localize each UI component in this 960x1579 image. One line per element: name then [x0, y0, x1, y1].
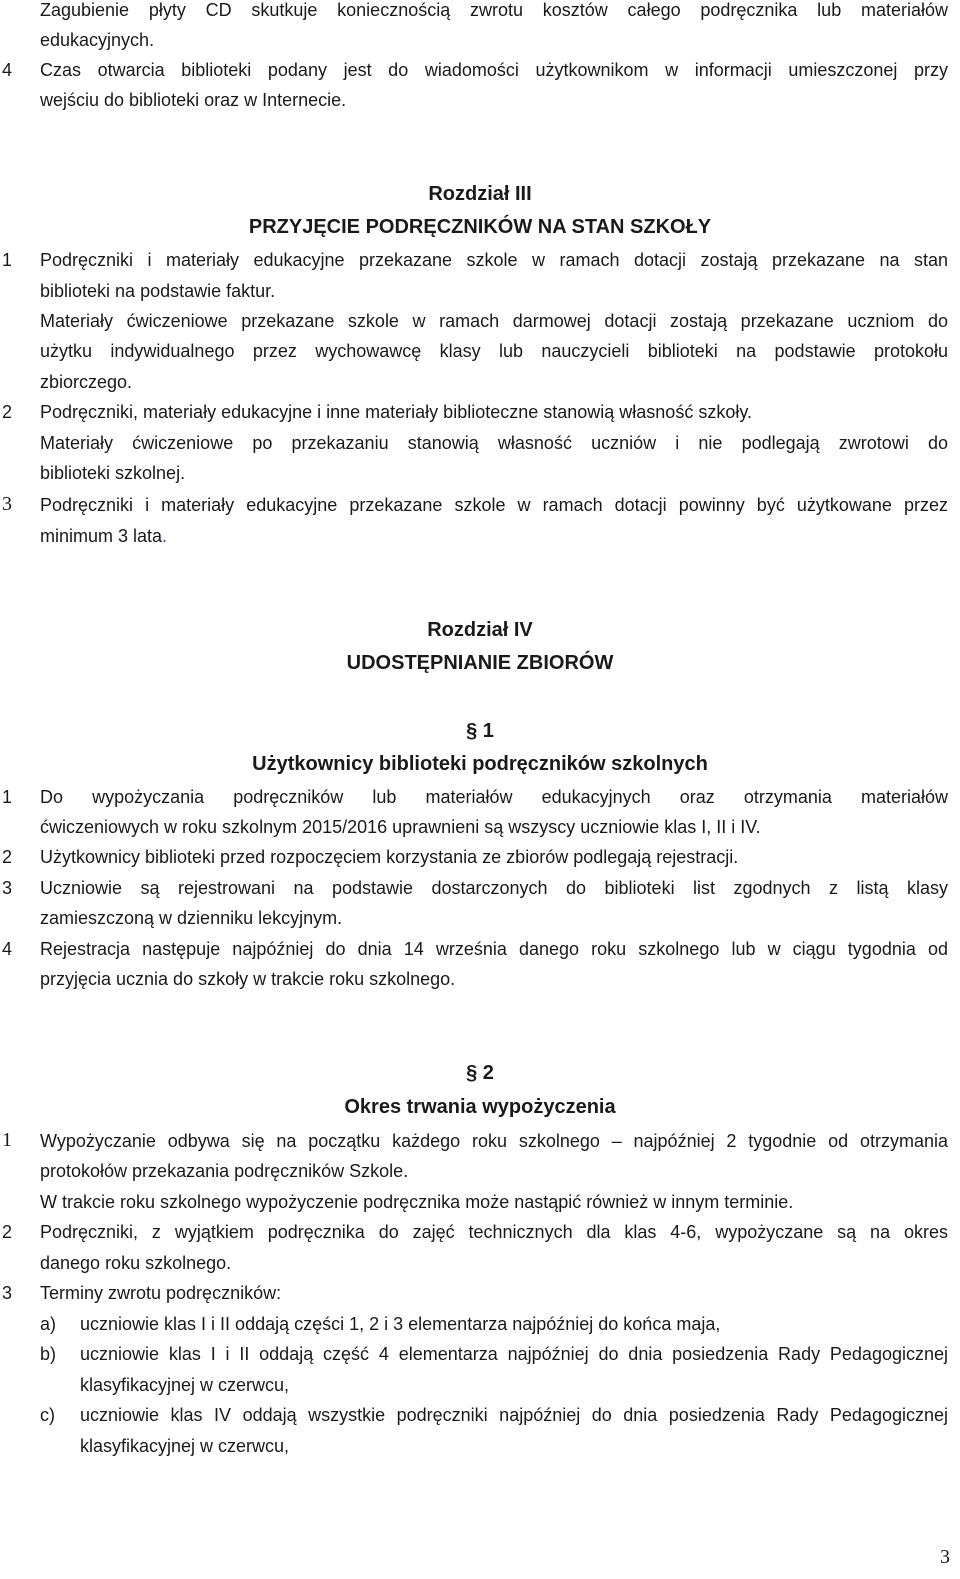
item-line: danego roku szkolnego.: [40, 1253, 232, 1273]
item-line: Terminy zwrotu podręczników:: [40, 1283, 282, 1303]
subitem-letter: b): [40, 1344, 57, 1364]
item-line: Materiały ćwiczeniowe przekazane szkole w ramach darmowej dotacji zostają przekazane uczniom do: [40, 311, 948, 331]
intro-line: Zagubienie płyty CD skutkuje koniecznością zwrotu kosztów całego podręcznika lub materiałów: [40, 0, 948, 20]
chapter-title: Rozdział III: [428, 183, 532, 205]
intro-item-line: Czas otwarcia biblioteki podany jest do wiadomości użytkownikom w informacji umieszczonej przy: [40, 60, 948, 80]
intro-line: edukacyjnych.: [40, 30, 155, 50]
item-line: Podręczniki, materiały edukacyjne i inne materiały biblioteczne stanowią własność szkoły.: [40, 402, 752, 422]
item-line: Do wypożyczania podręczników lub materiałów edukacyjnych oraz otrzymania materiałów: [40, 787, 948, 807]
item-number: 2: [2, 1222, 13, 1242]
item-line: Materiały ćwiczeniowe po przekazaniu stanowią własność uczniów i nie podlegają zwrotowi do: [40, 433, 948, 453]
intro-item-line: wejściu do biblioteki oraz w Internecie.: [40, 90, 347, 110]
item-number: 4: [2, 60, 13, 80]
page-number: 3: [940, 1546, 950, 1568]
chapter-subtitle: UDOSTĘPNIANIE ZBIORÓW: [346, 652, 614, 674]
subitem-line: uczniowie klas I i II oddają część 4 elementarza najpóźniej do dnia posiedzenia Rady Pedagogicznej: [80, 1344, 948, 1364]
item-line: Podręczniki, z wyjątkiem podręcznika do zajęć technicznych dla klas 4-6, wypożyczane są na okres: [40, 1222, 948, 1242]
section-title: Użytkownicy biblioteki podręczników szkolnych: [252, 753, 708, 775]
subitem-line: uczniowie klas IV oddają wszystkie podręczniki najpóźniej do dnia posiedzenia Rady Pedagogicznej: [80, 1405, 948, 1425]
item-line: ćwiczeniowych w roku szkolnym 2015/2016 uprawnieni są wszyscy uczniowie klas I, II i IV.: [40, 817, 761, 837]
item-line: protokołów przekazania podręczników Szkole.: [40, 1161, 409, 1181]
item-number: 2: [2, 402, 13, 422]
section-mark: § 1: [466, 720, 494, 742]
chapter-subtitle: PRZYJĘCIE PODRĘCZNIKÓW NA STAN SZKOŁY: [248, 216, 712, 238]
item-line: Podręczniki i materiały edukacyjne przekazane szkole w ramach dotacji zostają przekazane na stan: [40, 250, 948, 270]
section-mark: § 2: [466, 1062, 494, 1084]
subitem-line: uczniowie klas I i II oddają części 1, 2 i 3 elementarza najpóźniej do końca maja,: [80, 1314, 721, 1334]
subitem-line: klasyfikacyjnej w czerwcu,: [80, 1436, 290, 1456]
item-line: Uczniowie są rejestrowani na podstawie dostarczonych do biblioteki list zgodnych z listą klasy: [40, 878, 948, 898]
item-line: biblioteki na podstawie faktur.: [40, 281, 276, 301]
item-line: biblioteki szkolnej.: [40, 463, 186, 483]
subitem-letter: a): [40, 1314, 57, 1334]
item-line: użytku indywidualnego przez wychowawcę klasy lub nauczycieli biblioteki na podstawie protokołu: [40, 341, 948, 361]
subitem-line: klasyfikacyjnej w czerwcu,: [80, 1375, 290, 1395]
item-line-text: minimum 3 lata: [40, 526, 163, 546]
chapter-title: Rozdział IV: [427, 619, 533, 641]
item-line: Użytkownicy biblioteki przed rozpoczęciem korzystania ze zbiorów podlegają rejestracji.: [40, 847, 739, 867]
item-number: 3: [2, 878, 13, 898]
item-line: [40, 525, 948, 547]
subitem-letter: c): [40, 1405, 55, 1425]
item-number: 1: [2, 250, 13, 270]
item-line: zamieszczoną w dzienniku lekcyjnym.: [40, 908, 343, 928]
item-number: 1: [2, 1129, 12, 1151]
item-line: Wypożyczanie odbywa się na początku każdego roku szkolnego – najpóźniej 2 tygodnie od otrzymania: [40, 1131, 948, 1151]
trailing-dot: .: [162, 526, 168, 546]
item-number: 3: [2, 1283, 13, 1303]
item-line: Rejestracja następuje najpóźniej do dnia 14 września danego roku szkolnego lub w ciągu tygodnia od: [40, 939, 948, 959]
item-number: 1: [2, 787, 13, 807]
item-number: 2: [2, 847, 13, 867]
item-line: W trakcie roku szkolnego wypożyczenie podręcznika może nastąpić również w innym terminie.: [40, 1192, 794, 1212]
section-title: Okres trwania wypożyczenia: [344, 1096, 616, 1118]
item-line: przyjęcia ucznia do szkoły w trakcie roku szkolnego.: [40, 969, 456, 989]
item-line: Podręczniki i materiały edukacyjne przekazane szkole w ramach dotacji powinny być użytkowane przez: [40, 495, 948, 515]
item-line: zbiorczego.: [40, 372, 133, 392]
item-number: 4: [2, 939, 13, 959]
item-number: 3: [2, 493, 12, 515]
